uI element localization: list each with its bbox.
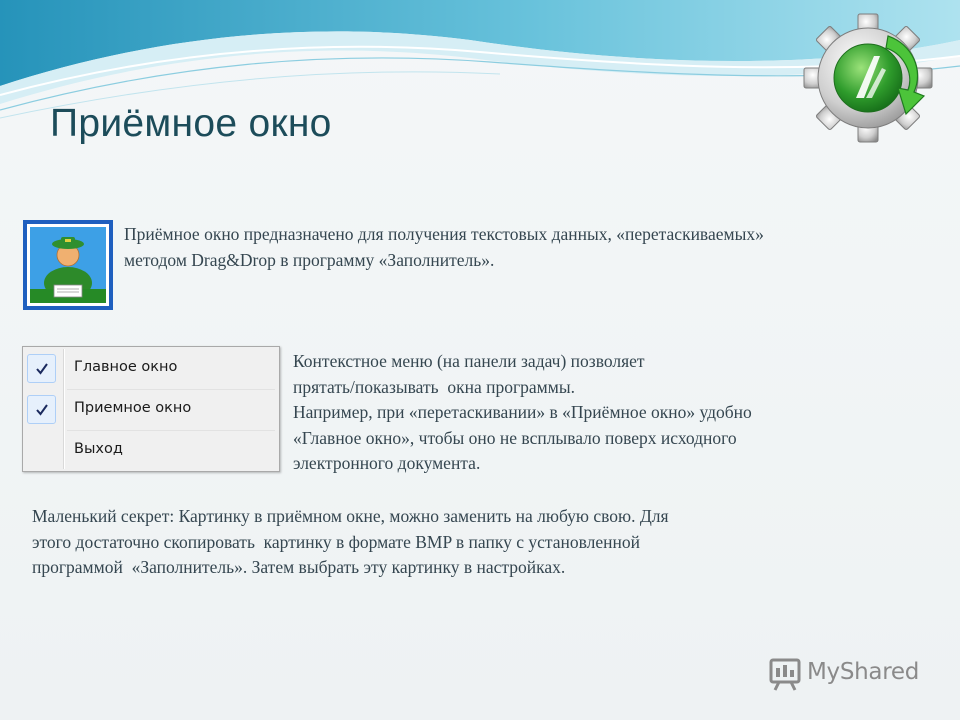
text-line: электронного документа.	[293, 453, 481, 473]
menu-item-label: Выход	[74, 441, 123, 457]
text-line: программой «Заполнитель». Затем выбрать эту картинку в настройках.	[32, 557, 566, 577]
text-line: Например, при «перетаскивании» в «Приёмное окно» удобно	[293, 402, 752, 422]
officer-at-desk-icon	[22, 219, 114, 311]
menu-item-exit[interactable]	[25, 431, 277, 471]
context-menu-paragraph	[293, 349, 933, 477]
checkmark-icon	[27, 354, 56, 383]
menu-item-main-window[interactable]	[25, 349, 277, 389]
checkmark-icon	[27, 395, 56, 424]
text-line: этого достаточно скопировать картинку в формате BMP в папку с установленной	[32, 531, 640, 552]
context-menu	[22, 346, 280, 472]
text-line: Маленький секрет: Картинку в приёмном окне, можно заменить на любую свою. Для	[32, 506, 669, 526]
menu-item-label: Приемное окно	[74, 400, 192, 416]
slide-title: Приёмное окно	[50, 102, 332, 145]
text-line: «Главное окно», чтобы оно не всплывало поверх исходного	[293, 427, 737, 448]
text-line: Контекстное меню (на панели задач) позволяет	[293, 351, 645, 371]
secret-paragraph	[32, 504, 912, 581]
watermark-text: MyShared	[807, 659, 920, 685]
text-line: прятать/показывать окна программы.	[293, 376, 575, 397]
menu-item-label: Главное окно	[74, 359, 178, 375]
menu-item-receiver-window[interactable]	[25, 390, 277, 430]
gear-refresh-icon	[800, 10, 940, 145]
myshared-watermark[interactable]	[767, 657, 927, 693]
intro-paragraph: Приёмное окно предназначено для получения текстовых данных, «перетаскиваемых» методом Drag&Drop в программу «Заполнитель».	[124, 224, 764, 270]
presentation-board-icon	[767, 657, 803, 691]
